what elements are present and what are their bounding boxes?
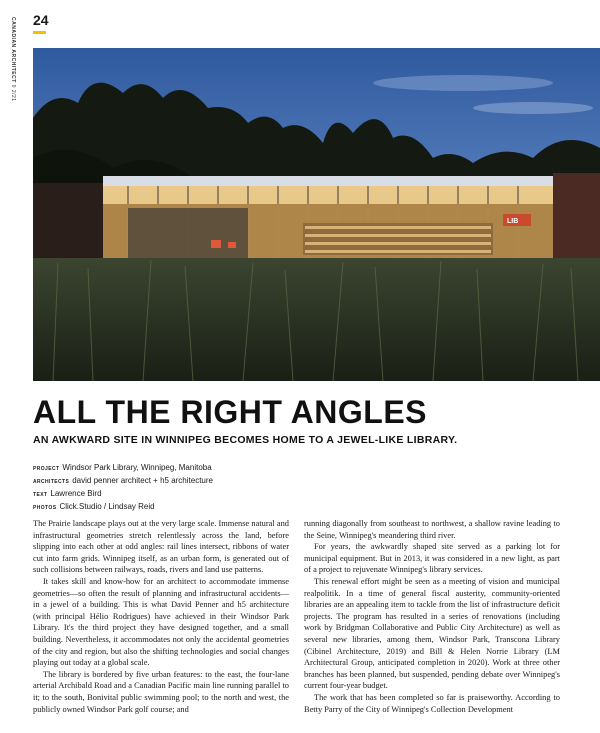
body-paragraph: This renewal effort might be seen as a meeting of vision and municipal realpolitik. In a time of general fiscal austerity, community-oriented libraries are an appealing item to tackle from the list of infrastructure deficit projects. The program has resulted in a series of renovations (including work by Bridgman Collaborative and Public City Architecture) as well as several new libraries, among them, Windsor Park, Transcona Library (Cibinel Architecture, 2019) and Bill & Helen Norrie Library (LM Architectural Group, anticipated completion in 2020). Work at three other branches has been planned, but suspended, pending debate over Winnipeg's current four-year budget. (304, 576, 560, 691)
body-paragraph: For years, the awkwardly shaped site served as a parking lot for municipal equipment. But in 2013, it was considered in a new light, as part of a project to rejuvenate Winnipeg's library services. (304, 542, 560, 575)
body-column-left (33, 518, 289, 715)
library-photo (33, 48, 600, 381)
library-roof (103, 176, 553, 186)
credit-photos: PHOTOS Click.Studio / Lindsay Reid (33, 502, 155, 511)
running-header (10, 17, 16, 102)
article-title: ALL THE RIGHT ANGLES (33, 394, 427, 430)
body-paragraph: It takes skill and know-how for an architect to accommodate immense geometries—so often the result of planning and infrastructural accidents—in a jewel of a building. This is what David Penner and h5 architecture (with principal Hélio Rodrigues) have achieved in their Windsor Park Library. It's the third project they have designed together, and a small building. Nevertheless, it accommodates not only the accidental geometries of the city and region, but also the shifting technologies and social changes playing out today at a global scale. (33, 576, 289, 668)
body-paragraph: The library is bordered by five urban features: to the east, the four-lane arterial Archibald Road and a Canadian Pacific main line running parallel to it; to the south, Bonivital public swimming pool; to the north and west, the publicly owned Windsor Park golf course; and (33, 669, 289, 714)
body-column-right (304, 518, 560, 715)
page-number: 24 (33, 12, 49, 28)
library-sign-text: LIB (507, 218, 519, 225)
body-paragraph: The Prairie landscape plays out at the very large scale. Immense natural and infrastructural geometries stretch relentlessly across the land, before slipping into each other at odd angles: rail lines intersect, ribbons of water cut into farm grids. Winnipeg itself, as an urban form, is generated out of such collisions between railways, roads, rivers and land use patterns. (33, 519, 289, 575)
credit-project: PROJECT Windsor Park Library, Winnipeg, Manitoba (33, 463, 212, 472)
credits-block (33, 462, 213, 514)
body-paragraph: The work that has been completed so far is praiseworthy. According to Betty Parry of the City of Winnipeg's Collection Development (304, 692, 560, 714)
credit-text: TEXT Lawrence Bird (33, 489, 102, 498)
credit-architects: ARCHITECTS david penner architect + h5 architecture (33, 476, 213, 485)
page-number-accent (33, 31, 46, 34)
article-subtitle: AN AWKWARD SITE IN WINNIPEG BECOMES HOME TO A JEWEL-LIKE LIBRARY. (33, 434, 458, 446)
magazine-name: CANADIAN ARCHITECT (10, 17, 16, 83)
issue-number: 0 2/21 (10, 84, 16, 102)
body-paragraph: running diagonally from southeast to northwest, a shallow ravine leading to the Seine, Winnipeg's meandering third river. (304, 519, 560, 540)
